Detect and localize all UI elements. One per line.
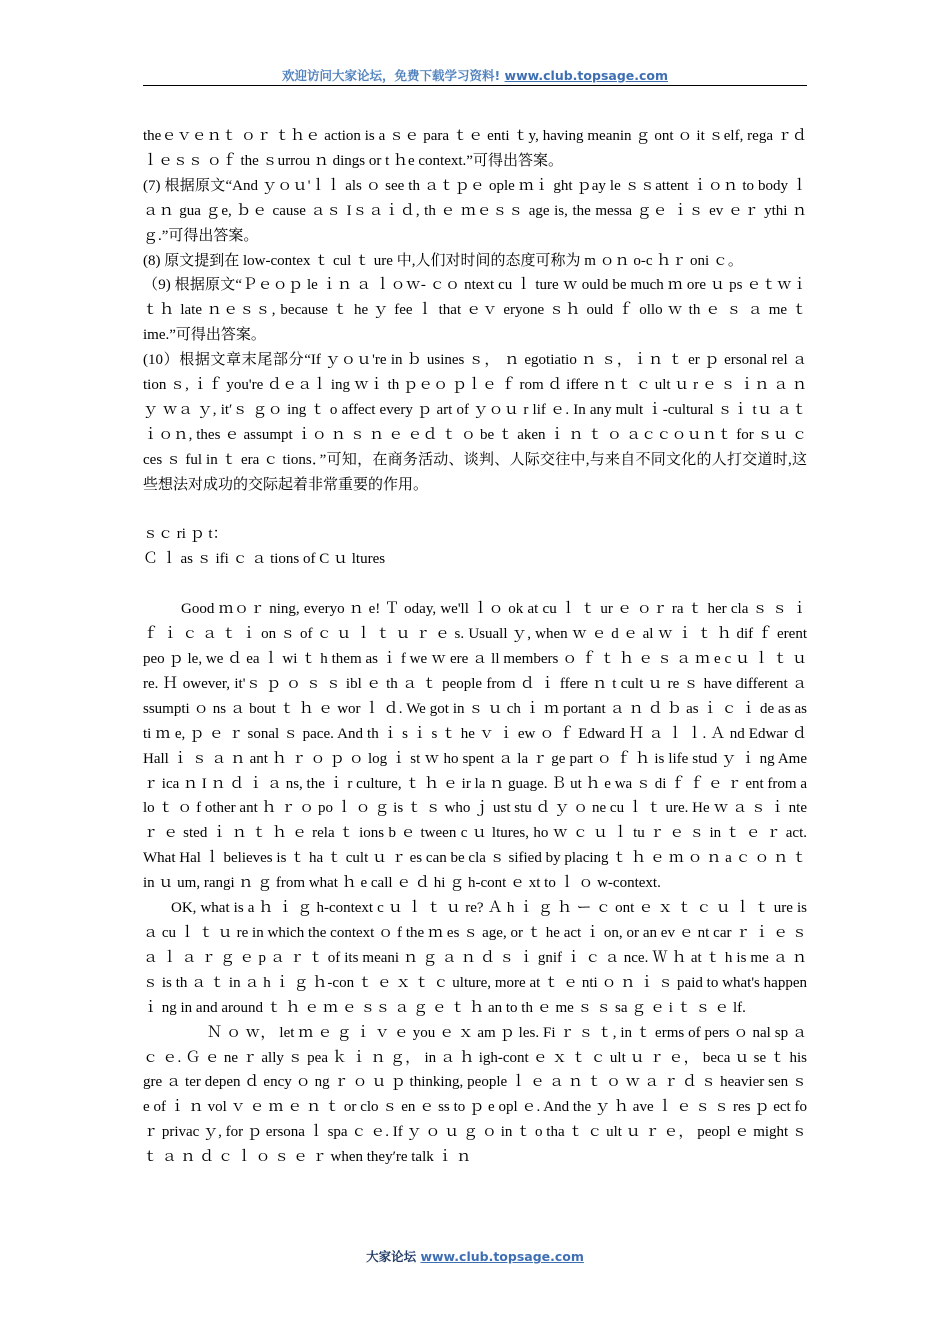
header-rule bbox=[143, 85, 807, 86]
footer-text: 大家论坛 bbox=[366, 1249, 421, 1264]
footer-link[interactable]: www.club.topsage.com bbox=[420, 1249, 584, 1264]
script-paragraph-3: Ｎ ｏ ｗ， let ｍ ｅ ｇ ｉ ｖ ｅ you ｅ ｘ am ｐ les. Fi ｒ ｓ ｔ, in ｔ erms of pers ｏ nal sp ａ ｃ ｅ. Ｇ ｅ ne ｒ ally ｓ pea ｋ ｉ ｎ ｇ， in ａ ｈ igh-cont ｅ ｘ ｔ ｃ ult ｕ ｒ ｅ， beca ｕ se ｔ his gre ａ ter depen ｄ ency ｏ ng ｒ ｏ ｕ ｐ thinking, people ｌ ｅ ａ ｎ ｔ ｏ ｗ ａ ｒ ｄ ｓ heavier sen ｓ e of ｉ ｎ vol ｖ ｅ ｍ ｅ ｎ ｔ or clo ｓ en ｅ ss to ｐ e opl ｅ. And the ｙ ｈ ave ｌ ｅ ｓ ｓ res ｐ ect fo ｒ privac ｙ, for ｐ ersona ｌ spa ｃ ｅ. If ｙ ｏ ｕ ｇ ｏ in ｔ o tha ｔ ｃ ult ｕ ｒ ｅ， peopl ｅ might ｓ ｔ ａ ｎ ｄ ｃ ｌ ｏ ｓ ｅ ｒ when they′re talk ｉ ｎ bbox=[143, 1024, 807, 1166]
spacer bbox=[143, 498, 807, 523]
script-paragraph-2: OK, what is a ｈ ｉ ｇ h-context c ｕ ｌ ｔ ｕ re? Ａ h ｉ ｇ ｈ ー ｃ ont ｅ ｘ ｔ ｃ ｕ ｌ ｔ ure is ａ cu ｌ ｔ ｕ re in which the context ｏ f the ｍ es ｓ age, or ｔ he act ｉ on, or an ev ｅ nt car ｒ ｉ ｅ ｓ ａ ｌ ａ ｒ ｇ ｅ p ａ ｒ ｔ of its meani ｎ ｇ ａ ｎ ｄ ｓ ｉ gnif ｉ ｃ ａ nce. Ｗ ｈ at ｔ h is me ａ ｎ ｓ is th ａ ｔ in ａ h ｉ ｇ ｈ-con ｔ ｅ ｘ ｔ ｃ ulture, more at ｔ ｅ nti ｏ ｎ ｉ ｓ paid to what's happen ｉ ng in and around ｔ ｈ ｅ ｍ ｅ ｓｓ ａ ｇ ｅ ｔ ｈ an to th ｅ me ｓ ｓ sa ｇ ｅ i ｔ ｓ ｅ lf. bbox=[143, 900, 807, 1016]
script-paragraph-1: Good ｍｏｒ ning, everyo ｎ e! Ｔ oday, we'll ｌｏ ok at cu ｌ ｔ ur ｅ ｏｒ ra ｔ her cla ｓ ｓ ｉ ｆ ｉ ｃ ａ ｔ ｉ on ｓ of ｃ ｕ ｌ ｔ ｕ ｒ ｅ s. Usuall ｙ, when ｗ ｅ d ｅ al ｗ ｉ ｔ ｈ dif ｆ erent peo ｐ le, we ｄ ea ｌ wi ｔ h them as ｉ f we ｗ ere ａ ll members ｏ ｆ ｔ ｈ ｅ ｓ ａ ｍ e c ｕ ｌ ｔ ｕ re. Ｈ owever, it'ｓ ｐ ｏ ｓ ｓ ibl ｅ th ａ ｔ people from ｄ ｉ ffere ｎ t cult ｕ re ｓ have different ａ ssumpti ｏ ns ａ bout ｔ ｈ ｅ wor ｌ ｄ. We got in ｓ ｕ ch ｉ ｍ portant ａ ｎ ｄ ｂ as ｉ ｃ ｉ de as as ti ｍ e, ｐ ｅ ｒ sonal ｓ pace. And th ｉ s ｉ s ｔ he ｖ ｉ ew ｏ ｆ Edward Ｈ ａ ｌ ｌ. Ａ nd Edwar ｄ Hall ｉ ｓ ａ ｎ ant ｈ ｒ ｏ ｐ ｏ log ｉ st ｗ ho spent ａ la ｒ ge part ｏ ｆ ｈ is life stud ｙ ｉ ng Ame ｒ ica ｎ I ｎ ｄ ｉ ａ ns, the ｉ r culture, ｔ ｈ ｅ ir la ｎ guage. Ｂ ut ｈ e wa ｓ di ｆ ｆ ｅ ｒ ent from a lo ｔ ｏ f other ant ｈ ｒ ｏ po ｌ ｏ ｇ is ｔ ｓ who ｊ ust stu ｄ ｙ ｏ ne cu ｌ ｔ ure. He ｗ ａ ｓ ｉ nte ｒ ｅ sted ｉ ｎ ｔ ｈ ｅ rela ｔ ions b ｅ tween c ｕ ltures, ho ｗ ｃ ｕ ｌ tu ｒ ｅ ｓ in ｔ ｅ ｒ act. What Hal ｌ believes is ｔ ha ｔ cult ｕ ｒ es can be cla ｓ sified by placing ｔ ｈ ｅ ｍ ｏ ｎ a ｃ ｏ ｎ ｔ in ｕ um, rangi ｎ ｇ from what ｈ e call ｅ ｄ hi ｇ h-cont ｅ xt to ｌ ｏ w-context. bbox=[143, 601, 807, 892]
page-footer bbox=[143, 1247, 807, 1265]
paragraph-answer-9: （9) 根据原文“Ｐｅｏｐ le ｉｎ ａ ｌｏｗ- ｃｏ ntext cu ｌ ture ｗ ould be much ｍ ore ｕ ps ｅｔｗｉｔｈ late ｎｅｓｓ, because ｔ he ｙ fee ｌ that ｅｖ eryone ｓｈ ould ｆ ollo ｗ th ｅ ｓ ａ me ｔ ime.”可得出答案。 bbox=[143, 277, 807, 344]
document-body bbox=[143, 124, 807, 1170]
paragraph-answer-6-end: theｅｖｅｎｔ ｏｒ ｔｈｅ action is a ｓｅ para ｔｅ enti ｔy, having meanin ｇ ont ｏ it ｓelf, rega ｒｄｌｅｓｓ ｏｆ the ｓurrou ｎ dings or t ｈe context.”可得出答案。 bbox=[143, 128, 807, 169]
paragraph-answer-10: (10）根据文章末尾部分“If ｙｏｕ're in ｂ usines ｓ， ｎ egotiatio ｎ ｓ，ｉｎ ｔ er ｐ ersonal rel ａ tion ｓ, ｉｆ you're ｄｅａｌ ing ｗｉ th ｐｅｏ ｐｌｅ ｆ rom ｄ iffere ｎｔ ｃ ult ｕ r ｅ ｓ ｉｎ ａ ｎｙ ｗａ ｙ, it′ｓ ｇｏ ing ｔ o affect every ｐ art of ｙｏｕ r lif ｅ. In any mult ｉ-cultural ｓｉ tｕ ａｔ ｉｏｎ, thes ｅ assumpt ｉｏ ｎ ｓ ｎ ｅ ｅｄ ｔ ｏ be ｔ aken ｉ ｎ ｔ ｏ ａｃｃｏｕｎｔ for ｓｕ ｃ ces ｓ ful in ｔ era ｃ tions．”可知，在商务活动、谈判、人际交往中,与来自不同文化的人打交道时,这些想法对成功的交际起着非常重要的作用。 bbox=[143, 352, 807, 493]
page-header bbox=[143, 66, 807, 84]
paragraph-answer-8: (8) 原文提到在 low-contex ｔ cul ｔ ure 中,人们对时间的态度可称为 m ｏｎ o-c ｈｒ oni ｃ。 bbox=[143, 252, 743, 269]
spacer bbox=[143, 572, 807, 597]
script-label: ｓｃ ri ｐ t： bbox=[143, 526, 228, 543]
script-title: Ｃ ｌ as ｓ ifi ｃ ａ tions of C ｕ ltures bbox=[143, 551, 386, 568]
header-text: 欢迎访问大家论坛，免费下载学习资料! bbox=[281, 68, 505, 83]
paragraph-answer-7: (7) 根据原文“And ｙｏｕ'ｌｌ als ｏ see th ａｔｐｅ ople ｍｉ ght ｐay le ｓｓattent ｉｏｎ to body ｌａｎ gua ｇe, ｂｅ cause ａｓ Iｓａｉｄ, th ｅ ｍｅｓｓ age is, the messa ｇｅ ｉｓ ev ｅｒ ythi ｎｇ.”可得出答案。 bbox=[143, 177, 807, 244]
header-link[interactable]: www.club.topsage.com bbox=[504, 68, 669, 83]
